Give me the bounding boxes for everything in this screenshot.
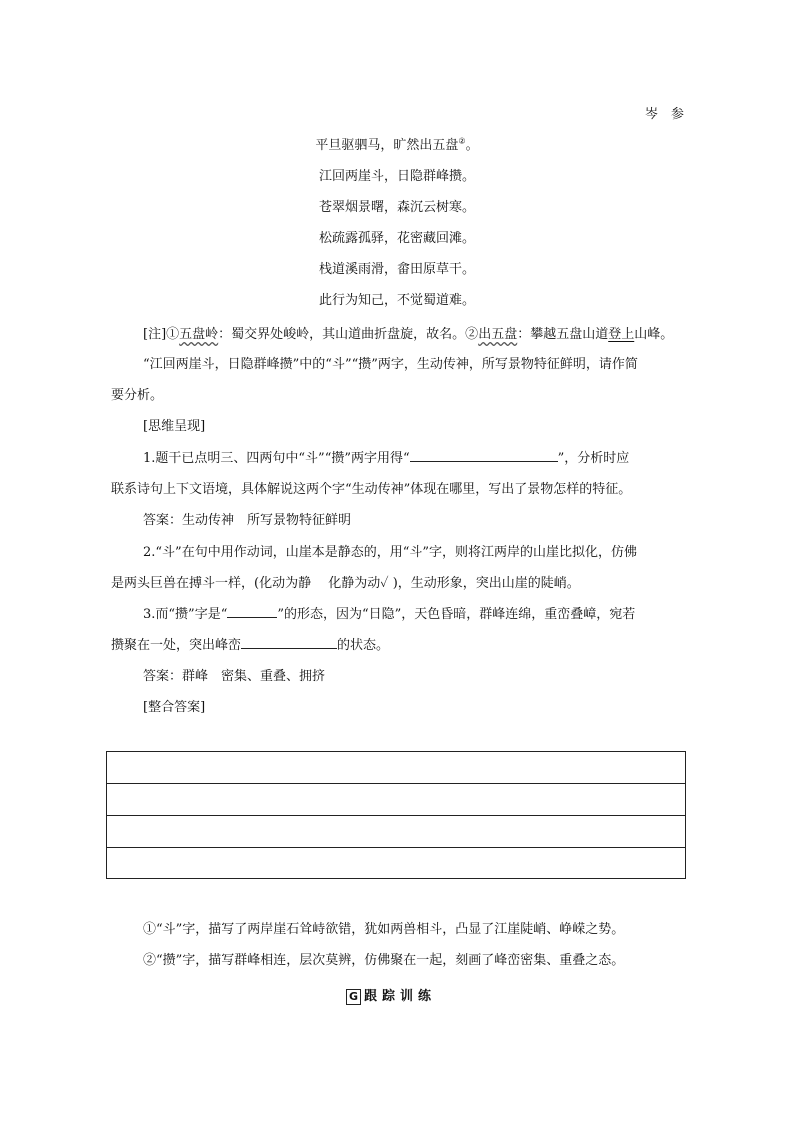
item1-text-b: ”，分析时应 (557, 451, 630, 466)
note-term-1: 五盘岭 (179, 327, 219, 342)
note-prefix: [注]① (143, 327, 180, 342)
annotation-note (143, 323, 673, 342)
footer-title: 跟踪训练 (364, 989, 437, 1004)
note-text-1: ：蜀交界处峻岭，其山道曲折盘旋，故名。② (218, 327, 479, 342)
section-footer (346, 985, 436, 1005)
poem-line-4: 松疏露孤驿，花密藏回滩。 (318, 231, 475, 246)
table-row (107, 816, 685, 848)
integrated-answer-1: ①“斗”字，描写了两岸崖石耸峙欲错，犹如两兽相斗，凸显了江崖陡峭、峥嵘之势。 (143, 922, 625, 937)
thinking-item-3-line-2 (111, 634, 389, 653)
thinking-item-1 (143, 447, 629, 466)
item3-line2-a: 攒聚在一处，突出峰峦 (111, 638, 242, 653)
poem-line-6: 此行为知己，不觉蜀道难。 (318, 293, 475, 308)
thinking-item-1-line-2: 联系诗句上下文语境，具体解说这两个字“生动传神”体现在哪里，写出了景物怎样的特征。 (111, 482, 632, 497)
item1-text-a: 1.题干已点明三、四两句中“斗”“攒”两字用得“ (143, 451, 410, 466)
g-badge-icon: G (346, 989, 361, 1005)
poem-line-2: 江回两崖斗，日隐群峰攒。 (318, 169, 475, 184)
fill-blank-2 (227, 605, 277, 618)
note-text-2a: ：攀越五盘山道 (517, 327, 609, 342)
thinking-item-2-line-1: 2.“斗”在句中用作动词，山崖本是静态的，用“斗”字，则将江两岸的山崖比拟化，仿佛 (143, 545, 637, 560)
fill-blank-3 (241, 636, 337, 649)
thinking-item-2-line-2: 是两头巨兽在搏斗一样，(化动为静 化静为动✓ )，生动形象，突出山崖的陡峭。 (111, 576, 580, 591)
poem-line-1 (0, 134, 794, 153)
note-text-2b: 登上 (608, 327, 635, 342)
thinking-item-3 (143, 603, 635, 622)
fill-blank-1 (410, 449, 558, 462)
poem-line-1-end: 。 (465, 138, 479, 153)
poem-line-1-text: 平旦驱驷马，旷然出五盘 (315, 138, 459, 153)
note-term-2: 出五盘 (478, 327, 518, 342)
item3-text-b: ”的形态，因为“日隐”，天色昏暗，群峰连绵，重峦叠嶂，宛若 (277, 607, 636, 622)
item3-text-a: 3.而“攒”字是“ (143, 607, 228, 622)
table-row (107, 752, 685, 784)
integrated-answer-2: ②“攒”字，描写群峰相连，层次莫辨，仿佛聚在一起，刻画了峰峦密集、重叠之态。 (143, 953, 625, 968)
table-row (107, 784, 685, 816)
poem-author: 岑 参 (644, 107, 684, 122)
note-text-2c: 山峰。 (634, 327, 674, 342)
question-line-2: 要分析。 (111, 388, 164, 403)
integrated-header: [整合答案] (143, 700, 206, 715)
question-line-1: “江回两崖斗，日隐群峰攒”中的“斗”“攒”两字，生动传神，所写景物特征鲜明，请作简 (143, 357, 638, 372)
answer-table (106, 751, 686, 879)
table-row (107, 848, 685, 880)
answer-1: 答案：生动传神 所写景物特征鲜明 (143, 513, 352, 528)
item3-line2-b: 的状态。 (337, 638, 390, 653)
note-mark: ② (458, 136, 466, 146)
thinking-header: [思维呈现] (143, 419, 206, 434)
answer-3: 答案：群峰 密集、重叠、拥挤 (143, 669, 326, 684)
poem-line-5: 栈道溪雨滑，畲田原草干。 (318, 262, 475, 277)
poem-line-3: 苍翠烟景曙，森沉云树寒。 (318, 200, 475, 215)
